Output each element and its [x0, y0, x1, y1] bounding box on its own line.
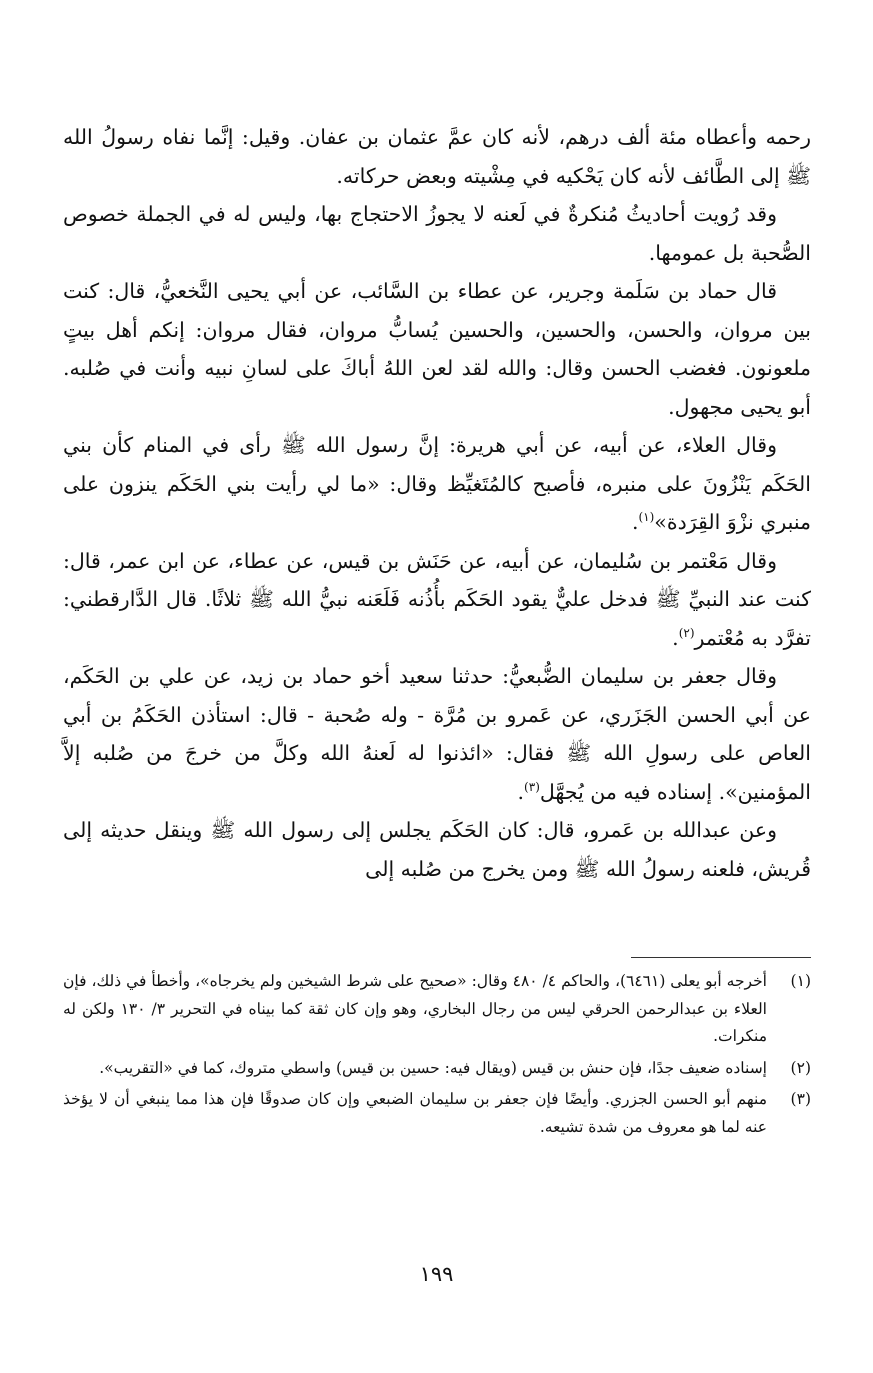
- paragraph-1: [63, 118, 811, 195]
- paragraph-text: وقال مَعْتمر بن سُليمان، عن أبيه، عن حَنَش بن قيس، عن عطاء، عن ابن عمر، قال: كنت عند النبيِّ ﷺ فدخل عليٌّ يقود الحَكَم بأُذُنه فَلَعَنه نبيُّ الله ﷺ ثلاثًا. قال الدَّارقطني: تفرَّد به مُعْتمر: [63, 548, 811, 650]
- paragraph-text: وقال جعفر بن سليمان الضُّبعيُّ: حدثنا سعيد أخو حماد بن زيد، عن علي بن الحَكَم، عن أبي الحسن الجَزَري، عن عَمرو بن مُرَّة - وله صُحبة - قال: استأذن الحَكَمُ بن أبي العاص على رسولِ الله ﷺ فقال: «ائذنوا له لَعنهُ الله وكلَّ من خرجَ من صُلبه إلاَّ المؤمنين». إسناده فيه من يُجهَّل: [63, 664, 811, 804]
- footnote-reference[interactable]: (١): [638, 510, 655, 525]
- page-number: ١٩٩: [419, 1262, 454, 1286]
- footnote-number: (٢): [790, 1058, 811, 1077]
- footnote-number: (٣): [790, 1090, 811, 1108]
- paragraph-text: رحمه وأعطاه مئة ألف درهم، لأنه كان عمَّ عثمان بن عفان. وقيل: إنَّما نفاه رسولُ الله ﷺ إلى الطَّائف لأنه كان يَحْكيه في مِشْيته وبعض حركاته.: [63, 125, 811, 188]
- footnote-text: أخرجه أبو يعلى (٦٤٦١)، والحاكم ٤/ ٤٨٠ وقال: «صحيح على شرط الشيخين ولم يخرجاه»، وأخطأ في ذلك، فإن العلاء بن عبدالرحمن الحرقي ليس من رجال البخاري، وهو وإن كان ثقة كما بيناه في التحرير ٣/ ١٣٠ ولكن له منكرات.: [63, 972, 767, 1045]
- paragraph-4: وقال العلاء، عن أبيه، عن أبي هريرة: إنَّ رسول الله ﷺ رأى في المنام كأن بني الحَكَم يَنْزُونَ على منبره، فأصبح كالمُتَغيِّظ وقال: «ما لي رأيت بني الحَكَم ينزون على منبري نزْوَ القِرَدة»$^{(١)}$.: [63, 433, 811, 534]
- footnote-text: إسناده ضعيف جدًا، فإن حنش بن قيس (ويقال فيه: حسين بن قيس) واسطي متروك، كما في «التقريب».: [99, 1058, 767, 1077]
- paragraph-text: وقال العلاء، عن أبيه، عن أبي هريرة: إنَّ رسول الله ﷺ رأى في المنام كأن بني الحَكَم يَنْزُونَ على منبره، فأصبح كالمُتَغيِّظ وقال: «ما لي رأيت بني الحَكَم ينزون على منبري نزْوَ القِرَدة»: [63, 433, 811, 534]
- paragraph-text: وقد رُويت أحاديثُ مُنكرةٌ في لَعنه لا يجوزُ الاحتجاج بها، وليس له في الجملة خصوص الصُّحبة بل عمومها.: [63, 202, 811, 265]
- paragraph-2: [63, 195, 811, 272]
- footnote-1: [63, 968, 811, 1051]
- paragraph-6: وقال جعفر بن سليمان الضُّبعيُّ: حدثنا سعيد أخو حماد بن زيد، عن علي بن الحَكَم، عن أبي الحسن الجَزَري، عن عَمرو بن مُرَّة - وله صُحبة - قال: استأذن الحَكَمُ بن أبي العاص على رسولِ الله ﷺ فقال: «ائذنوا له لَعنهُ الله وكلَّ من خرجَ من صُلبه إلاَّ المؤمنين». إسناده فيه من يُجهَّل$^{(٣)}$.: [63, 664, 811, 804]
- paragraph-7: [63, 811, 811, 888]
- footnote-text: منهم أبو الحسن الجزري. وأيضًا فإن جعفر بن سليمان الضبعي وإن كان صدوقًا فإن هذا مما ينبغي أن لا يؤخذ عنه لما هو معروف من شدة تشيعه.: [63, 1090, 767, 1136]
- paragraph-3: [63, 272, 811, 426]
- footnote-reference[interactable]: (٣): [524, 779, 540, 794]
- paragraph-text: قال حماد بن سَلَمة وجرير، عن عطاء بن السَّائب، عن أبي يحيى النَّخعيُّ، قال: كنت بين مروان، والحسن، والحسين، والحسين يُسابُّ مروان، فقال مروان: إنكم أهل بيتٍ ملعونون. فغضب الحسن وقال: والله لقد لعن اللهُ أباكَ على لسانِ نبيه وأنت في صُلبه. أبو يحيى مجهول.: [63, 279, 811, 419]
- footnote-2: [63, 1055, 811, 1083]
- paragraph-text: وعن عبدالله بن عَمرو، قال: كان الحَكَم يجلس إلى رسول الله ﷺ وينقل حديثه إلى قُريش، فلعنه رسولُ الله ﷺ ومن يخرج من صُلبه إلى: [63, 818, 811, 881]
- footnote-separator: [631, 957, 811, 958]
- footnote-3: [63, 1086, 811, 1141]
- paragraph-5: وقال مَعْتمر بن سُليمان، عن أبيه، عن حَنَش بن قيس، عن عطاء، عن ابن عمر، قال: كنت عند النبيِّ ﷺ فدخل عليٌّ يقود الحَكَم بأُذُنه فَلَعَنه نبيُّ الله ﷺ ثلاثًا. قال الدَّارقطني: تفرَّد به مُعْتمر$^{(٢)}$.: [63, 548, 811, 650]
- footnotes: [63, 968, 811, 1145]
- footnote-number: (١): [790, 972, 811, 990]
- main-text: [63, 118, 811, 888]
- footnote-reference[interactable]: (٢): [678, 625, 695, 640]
